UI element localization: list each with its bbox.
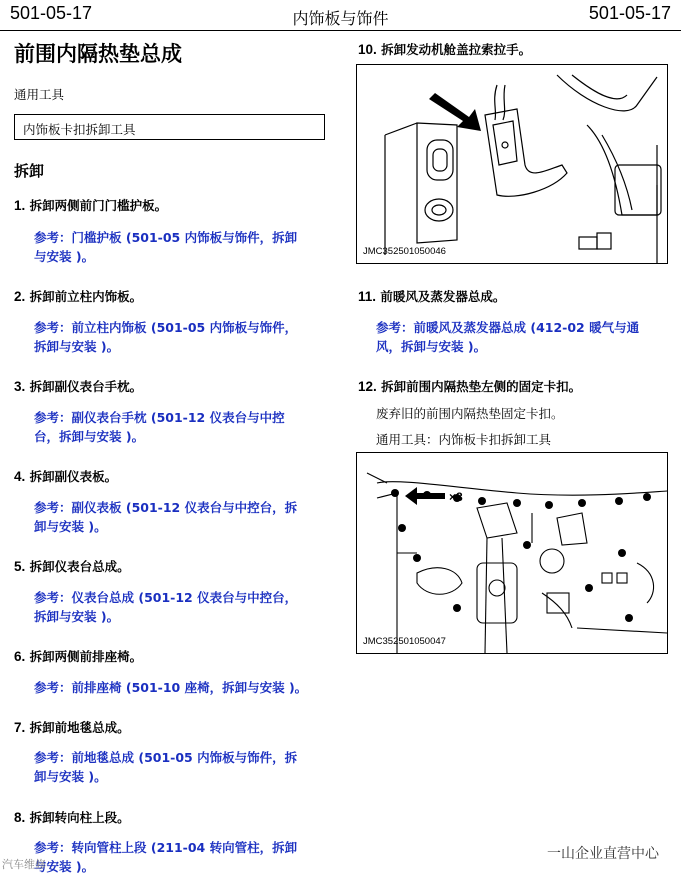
step-8: 8. 拆卸转向柱上段。 xyxy=(14,810,130,825)
step-1-reference[interactable]: 参考：门槛护板 (501-05 内饰板与饰件，拆卸 与安装 )。 xyxy=(34,230,298,264)
step-2-reference[interactable]: 参考：前立柱内饰板 (501-05 内饰板与饰件， 拆卸与安装 )。 xyxy=(34,320,298,354)
step-8-reference[interactable]: 参考：转向管柱上段 (211-04 转向管柱，拆卸 与安装 )。 xyxy=(34,840,298,874)
step-7-reference[interactable]: 参考：前地毯总成 (501-05 内饰板与饰件，拆 卸与安装 )。 xyxy=(34,750,298,784)
figure-insulator-clips xyxy=(356,452,668,654)
tools-heading: 通用工具 xyxy=(14,87,65,102)
step-11-reference[interactable]: 参考：前暖风及蒸发器总成 (412-02 暖气与通 风，拆卸与安装 )。 xyxy=(376,320,640,354)
section-heading: 拆卸 xyxy=(14,162,45,180)
step-4: 4. 拆卸副仪表板。 xyxy=(14,469,118,484)
pointer-arrow-icon xyxy=(405,487,445,505)
step-5-reference[interactable]: 参考：仪表台总成 (501-12 仪表台与中控台， 拆卸与安装 )。 xyxy=(34,590,298,624)
step-4-reference[interactable]: 参考：副仪表板 (501-12 仪表台与中控台，拆 卸与安装 )。 xyxy=(34,500,298,534)
step-3: 3. 拆卸副仪表台手枕。 xyxy=(14,379,143,394)
watermark-left: 汽车维修 xyxy=(2,858,46,871)
step-7: 7. 拆卸前地毯总成。 xyxy=(14,720,130,735)
figure-caption: JMC352501050046 xyxy=(363,246,446,257)
figure-hood-release-handle xyxy=(356,64,668,264)
step-12: 12. 拆卸前围内隔热垫左侧的固定卡扣。 xyxy=(358,379,582,394)
step-2: 2. 拆卸前立柱内饰板。 xyxy=(14,289,143,304)
header-right-code: 501-05-17 xyxy=(588,3,671,23)
tools-box: 内饰板卡扣拆卸工具 xyxy=(14,114,325,140)
clip-markers xyxy=(391,489,651,622)
insulator-clip-drawing xyxy=(357,453,668,654)
step-6: 6. 拆卸两侧前排座椅。 xyxy=(14,649,143,664)
page-header xyxy=(0,0,681,31)
header-title: 内饰板与饰件 xyxy=(292,9,389,28)
step-6-reference[interactable]: 参考：前排座椅 (501-10 座椅，拆卸与安装 )。 xyxy=(34,680,308,695)
step-12-note: 废弃旧的前围内隔热垫固定卡扣。 xyxy=(376,406,564,421)
header-left-code: 501-05-17 xyxy=(10,3,93,23)
step-12-tool: 通用工具：内饰板卡扣拆卸工具 xyxy=(376,432,552,447)
page-title: 前围内隔热垫总成 xyxy=(14,42,182,66)
step-5: 5. 拆卸仪表台总成。 xyxy=(14,559,130,574)
step-10: 10. 拆卸发动机舱盖拉索拉手。 xyxy=(358,42,532,57)
figure-caption: JMC352501050047 xyxy=(363,636,446,647)
step-1: 1. 拆卸两侧前门门槛护板。 xyxy=(14,198,168,213)
hood-release-drawing xyxy=(357,65,668,264)
watermark-right: 一山企业直营中心 xyxy=(547,846,659,862)
clip-count-label: ×8 xyxy=(449,490,463,504)
step-11: 11. 前暖风及蒸发器总成。 xyxy=(358,289,506,304)
step-3-reference[interactable]: 参考：副仪表台手枕 (501-12 仪表台与中控 台，拆卸与安装 )。 xyxy=(34,410,285,444)
